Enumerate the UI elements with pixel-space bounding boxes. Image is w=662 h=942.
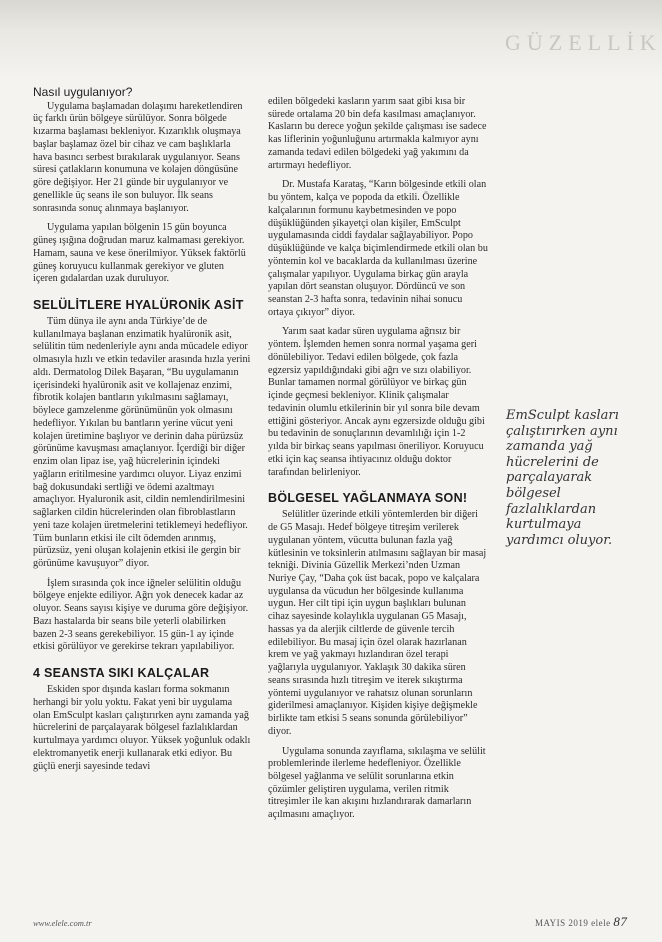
paragraph: Selülitler üzerinde etkili yöntemlerden bir diğeri de G5 Masajı. Hedef bölgeye titreşim verilerek uygulanan yöntem, vücutta bulunan fazla yağ kütlesinin ve toksinlerin atılmasını sağlayan bir masaj tekniği. Divinia Güzellik Merkezi’nden Uzman Nuriye Çay, “Daha çok üst bacak, popo ve kalçalara uygulansa da vücudun her bölgesinde kullanıma uygun. Her cilt tipi için uygun başlıkları bulunan cihaz sayesinde kolaylıkla uygulanan G5 Masajı, hassas ya da alerjik ciltlerde de güvenle tercih edilebiliyor. Bu masaj için özel olarak hazırlanan krem ve yağ yakmayı hızlandıran özel terapi yağlarıyla uygulanıyor. Yaklaşık 30 dakika süren seans sırasında hızlı titreşim ve iterek sıkıştırma yöntemi uygulanıyor ve rahatsız olunan sorunların giderilmesi amaçlanıyor. Kişiden kişiye değişmekle birlikte tam etkisi 5 seans sonunda görülebiliyor” diyor. xyxy=(268,509,487,737)
paragraph: Dr. Mustafa Karataş, “Karın bölgesinde etkili olan bu yöntem, kalça ve popoda da etkili. Özellikle kalçalarının formunu kaybetmesinden ve popo düşüklüğünden şikayetçi olan kişiler, EmSculpt uygulamasında ciddi faydalar sağlayabiliyor. Popo düşüklüğünde ve kalça biçimlendirmede etkili olan bu yöntemin kol ve bacaklarda da kullanılması üzerine çalışmalar yapılıyor. Uygulama birkaç gün arayla yapılan dört seanstan oluşuyor. Dördüncü ve son seanstan 2-3 hafta sonra, tedavinin nihai sonucu ortaya çıkıyor” diyor. xyxy=(268,179,488,318)
paragraph: Uygulama sonunda zayıflama, sıkılaşma ve selülit problemlerinde ilerleme hedefleniyor. Özellikle bölgesel yağlanma ve selülit sorunlarına etkin çözümler geliştiren uygulama, verilen ritmik titreşimler ile kan akışını hızlandırarak damarların açılmasını amaçlıyor. xyxy=(268,745,486,821)
paragraph: İşlem sırasında çok ince iğneler selülitin olduğu bölgeye enjekte ediliyor. Ağrı yok denecek kadar az oluyor. Seans sayısı kişiye ve duruma göre değişiyor. Bazı hastalarda bir seans bile yeterli olabilirken bazen 2-3 seans gerekebiliyor. 15 gün-1 ay içinde etkisi görülüyor ve gerekirse tekrarı yapılabiliyor. xyxy=(33,577,249,653)
pull-quote: EmSculpt kasları çalıştırırken aynı zamanda yağ hücrelerini de parçalayarak bölgesel fazlalıklardan kurtulmaya yardımcı oluyor. xyxy=(506,408,619,548)
paragraph: Uygulama yapılan bölgenin 15 gün boyunca güneş ışığına doğrudan maruz kalmaması gerekiyor. Hamam, sauna ve kese önerilmiyor. Yüksek faktörlü güneş koruyucu kullanmak gerekiyor ve gluten içeren gıdalardan uzak duruluyor. xyxy=(33,222,246,285)
footer-website: www.elele.com.tr xyxy=(33,918,92,928)
paragraph: Yarım saat kadar süren uygulama ağrısız bir yöntem. İşlemden hemen sonra normal yaşama geri dönülebiliyor. Tedavi edilen bölgede, çok fazla egzersiz yapıldığındaki gibi ağrı ve sızı olabiliyor. Bunlar tamamen normal görülüyor ve birkaç gün içinde geçmesi bekleniyor. Klinik çalışmalar tedavinin olumlu etkilerinin bir yıl sonra bile devam ettiğini gösteriyor. Ancak aynı egzersizde olduğu gibi bu tedavinin de sonuçlarının devamlılığı için 1-2 yılda bir birkaç seans yapılması öneriliyor. Koruyucu etki için kaç seansa ihtiyacınız olduğu doktor tarafından belirleniyor. xyxy=(268,326,485,478)
paragraph: edilen bölgedeki kasların yarım saat gibi kısa bir sürede ortalama 20 bin defa kasılması amaçlanıyor. Kasların bu derece yoğun şekilde çalışması ise sadece kas liflerinin yoğunluğunu artırmakla kalmıyor aynı zamanda tedavi edilen bölgedeki yağ yakımını da artırmayı hedefliyor. xyxy=(268,96,487,171)
section-heading-kalcalar: 4 SEANSTA SIKI KALÇALAR xyxy=(33,666,210,681)
footer-issue: MAYIS 2019 elele xyxy=(535,918,611,928)
top-decorative-strip xyxy=(0,0,662,78)
paragraph: Eskiden spor dışında kasları forma sokmanın herhangi bir yolu yoktu. Fakat yeni bir uygulama olan EmSculpt kasları çalıştırırken aynı zamanda yağ hücrelerini de parçalayarak bölgesel fazlalıklardan kurtulmaya yardımcı oluyor. Yüksek yoğunluk odaklı elektromanyetik enerji kullanarak etki ediyor. Bu güçlü enerji sayesinde tedavi xyxy=(33,684,251,772)
paragraph: Tüm dünya ile aynı anda Türkiye’de de kullanılmaya başlanan enzimatik hyalüronik asit, selülitin tüm nedenleriyle aynı anda mücadele ediyor olmasıyla hızlı ve etkin tedaviler arasında hızla yerini aldı. Dermatolog Dilek Başaran, “Bu uygulamanın içerisindeki hyalüronik asit ve kollajenaz enzimi, fibrotik kolajen bantların yıkılmasını sağlamayı, böylece gamzelenme görünümünün yok olmasını hedefliyor. Yıkılan bu bantların yerine vücut yeni kolajen üretimine başlıyor ve derinin daha pürüzsüz görünüme kavuşması amaçlanıyor. İçerdiği bir diğer enzim olan lipaz ise, yağ hücrelerinin içindeki yağların eritilmesine yardımcı oluyor. Liyaz enzimi bağ dokusundaki sertliği ve ödemi azaltmayı amaçlıyor. Hyaluronik asit, cildin nemlendirilmesini sağlarken cildin hücrelerinden olan fibroblastların yeni taze kolajen üretmelerini tetiklemeyi hedefliyor. Tüm bunların etkisi ile cilt ödemden arınmış, pürüzsüz, yeni oluşan kolajenin etkisi ile gergin bir görünüme kavuşuyor” diyor. xyxy=(33,316,251,569)
section-heading-hyaluronik: SELÜLİTLERE HYALÜRONİK ASİT xyxy=(33,298,244,313)
paragraph: Uygulama başlamadan dolaşımı hareketlendiren üç farklı ürün bölgeye sürülüyor. Sonra bölgede kızarma başlaması bekleniyor. Kızarıklık oluşmaya başlar başlamaz özel bir cihaz ve cam başlıklarla hava basıncı serbest bırakılarak uygulanıyor. Seans süresi çatlakların konumuna ve kolajen döngüsüne göre değişiyor. Her 21 günde bir uygulanıyor ve genellikle üç seans ile son buluyor. İlk seans sonrasında sonuç alınmaya başlanıyor. xyxy=(33,100,243,214)
column-left xyxy=(33,86,251,780)
column-middle xyxy=(268,96,488,829)
footer-folio xyxy=(535,914,627,930)
subheading-nasil-uygulaniyor: Nasıl uygulanıyor? xyxy=(33,85,133,99)
section-header-ghost: GÜZELLİK xyxy=(505,30,662,55)
section-heading-bolgesel: BÖLGESEL YAĞLANMAYA SON! xyxy=(268,491,468,506)
page-number: 87 xyxy=(613,914,628,929)
